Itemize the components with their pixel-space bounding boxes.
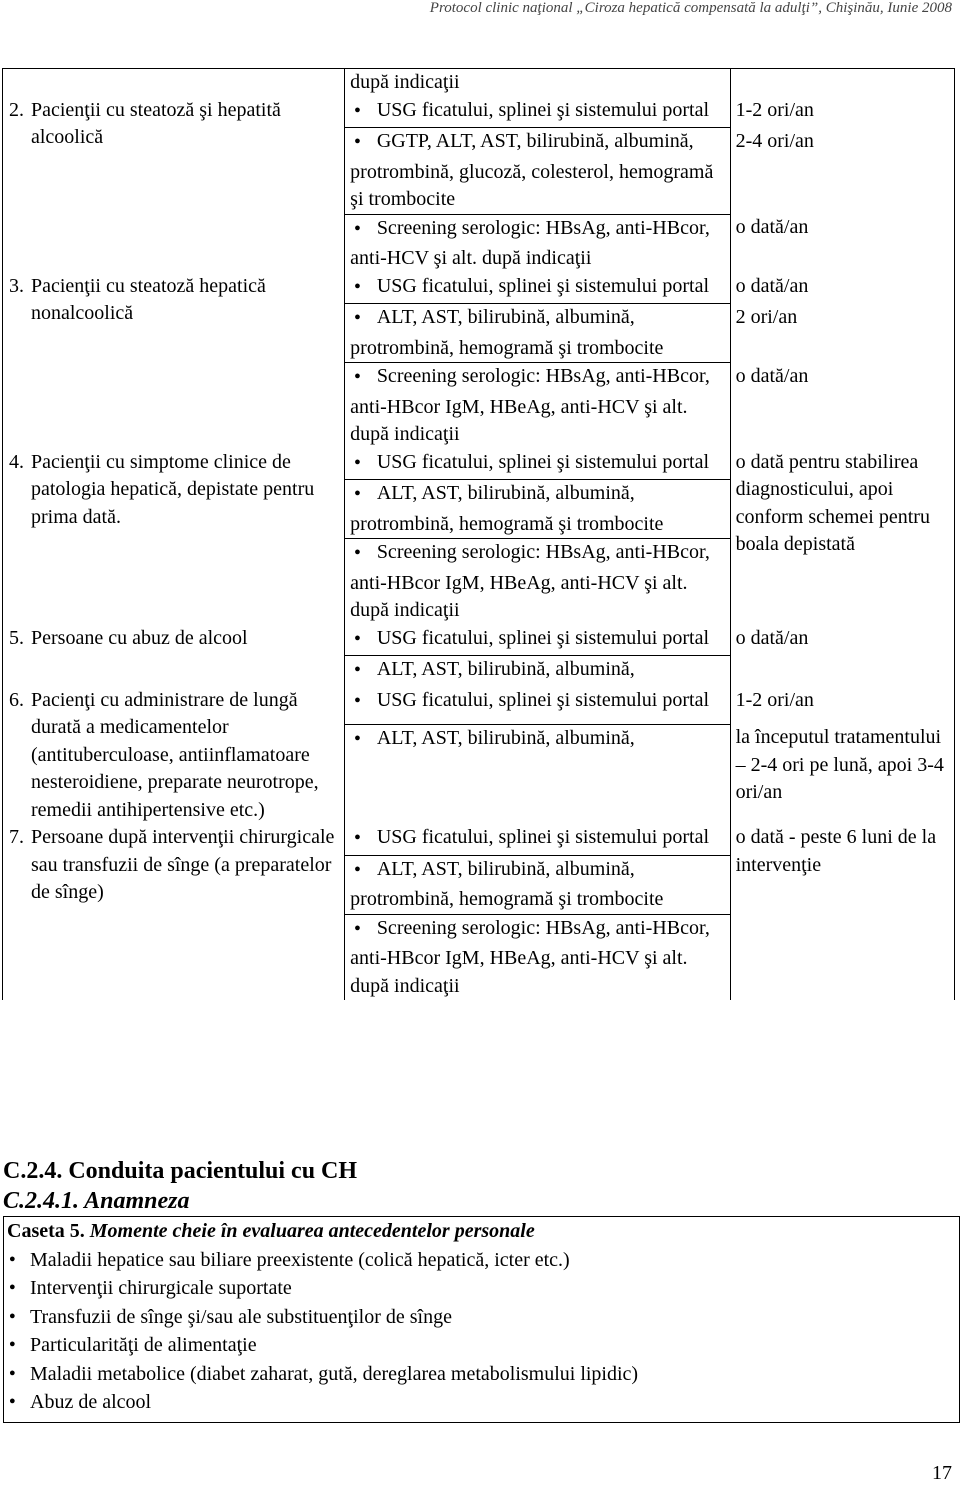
investigation-text: după indicaţii (350, 71, 460, 93)
investigation-cell (345, 273, 730, 304)
table-row (3, 625, 955, 656)
frequency-cell: o dată/an (730, 214, 954, 273)
frequency-cell: o dată pentru stabilirea diagnosticului, apoi conform schemei pentru boala depistată (730, 449, 954, 625)
investigation-cell (345, 304, 730, 363)
investigation-text: ● ALT, AST, bilirubină, albumină, protrombină, hemogramă şi trombocite (350, 858, 663, 911)
caseta-list (4, 1246, 959, 1417)
caseta-item: ● Transfuzii de sînge şi/sau ale substituenţilor de sînge (4, 1303, 959, 1332)
investigation-cell (345, 449, 730, 480)
page-number: 17 (932, 1462, 952, 1484)
row-number: 2. (9, 98, 24, 121)
investigation-text: ● Screening serologic: HBsAg, anti-HBcor, anti-HBcor IgM, HBeAg, anti-HCV şi alt. după indicaţii (350, 365, 710, 445)
investigation-text: ● USG ficatului, splinei şi sistemului portal (350, 826, 709, 848)
category-text: Pacienţii cu simptome clinice de patologia hepatică, depistate pentru prima dată. (31, 450, 315, 528)
frequency-cell: 2 ori/an (730, 304, 954, 363)
investigation-cell (345, 724, 730, 824)
category-cell (3, 69, 345, 97)
investigation-cell (345, 914, 730, 1000)
investigation-cell (345, 824, 730, 855)
row-number: 6. (9, 688, 24, 711)
frequency-cell: 2-4 ori/an (730, 128, 954, 215)
caseta-item: ● Abuz de alcool (4, 1388, 959, 1417)
caseta-item: ● Particularităţi de alimentaţie (4, 1331, 959, 1360)
running-header: Protocol clinic naţional „Ciroza hepatică compensată la adulţi”, Chişinău, Iunie 2008 (429, 0, 952, 16)
frequency-cell: la începutul tratamentului – 2-4 ori pe lună, apoi 3-4 ori/an (730, 724, 954, 824)
subsection-title: C.2.4.1. Anamneza (3, 1188, 190, 1214)
category-cell (3, 625, 345, 687)
investigation-text: ● USG ficatului, splinei şi sistemului portal (350, 99, 709, 121)
row-number: 3. (9, 274, 24, 297)
investigation-cell (345, 687, 730, 725)
frequency-cell: o dată/an (730, 273, 954, 304)
caseta-title (4, 1217, 959, 1246)
frequency-cell (730, 69, 954, 97)
investigation-text: ● USG ficatului, splinei şi sistemului portal (350, 275, 709, 297)
investigation-text: ● Screening serologic: HBsAg, anti-HBcor, anti-HBcor IgM, HBeAg, anti-HCV şi alt. după indicaţii (350, 917, 710, 997)
table-row (3, 97, 955, 128)
investigation-cell (345, 480, 730, 539)
investigation-text: ● USG ficatului, splinei şi sistemului portal (350, 451, 709, 473)
caseta-item: ● Intervenţii chirurgicale suportate (4, 1274, 959, 1303)
category-text: Pacienţi cu administrare de lungă durată a medicamentelor (antituberculoase, antiinflamatoare nesteroidiene, preparate neurotrope, remedii antihipertensive etc.) (31, 688, 319, 821)
investigation-text: ● ALT, AST, bilirubină, albumină, protrombină, hemogramă şi trombocite (350, 482, 663, 535)
row-number: 7. (9, 826, 24, 848)
investigation-cell (345, 214, 730, 273)
investigation-cell (345, 855, 730, 914)
investigation-text: ● ALT, AST, bilirubină, albumină, protrombină, hemogramă şi trombocite (350, 306, 663, 359)
frequency-cell: 1-2 ori/an (730, 97, 954, 128)
investigation-cell (345, 363, 730, 449)
frequency-cell: o dată - peste 6 luni de la intervenţie (730, 824, 954, 1000)
investigation-text: ● GGTP, ALT, AST, bilirubină, albumină, protrombină, glucoză, colesterol, hemogramă şi trombocite (350, 130, 713, 210)
investigation-text: ● ALT, AST, bilirubină, albumină, (350, 727, 635, 749)
caseta-item: ● Maladii metabolice (diabet zaharat, gută, dereglarea metabolismului lipidic) (4, 1360, 959, 1389)
category-cell (3, 97, 345, 273)
investigation-text: ● Screening serologic: HBsAg, anti-HBcor, anti-HBcor IgM, HBeAg, anti-HCV şi alt. după indicaţii (350, 541, 710, 621)
investigation-cell (345, 69, 730, 97)
investigation-text: ● USG ficatului, splinei şi sistemului portal (350, 689, 709, 711)
monitoring-table (2, 68, 955, 1000)
frequency-cell: o dată/an (730, 625, 954, 687)
investigation-cell (345, 625, 730, 656)
table-row (3, 449, 955, 480)
caseta-item: ● Maladii hepatice sau biliare preexistente (colică hepatică, icter etc.) (4, 1246, 959, 1275)
category-text: Persoane după intervenţii chirurgicale sau transfuzii de sînge (a preparatelor de sînge) (31, 826, 335, 903)
table-row (3, 687, 955, 725)
investigation-text: ● USG ficatului, splinei şi sistemului portal (350, 627, 709, 649)
category-text: Pacienţii cu steatoză şi hepatită alcoolică (31, 98, 281, 148)
investigation-cell (345, 656, 730, 687)
frequency-cell: o dată/an (730, 363, 954, 449)
category-cell (3, 449, 345, 625)
frequency-cell: 1-2 ori/an (730, 687, 954, 725)
row-number: 5. (9, 626, 24, 649)
investigation-cell (345, 97, 730, 128)
table-row (3, 273, 955, 304)
table-row (3, 824, 955, 855)
category-cell (3, 273, 345, 449)
category-cell (3, 687, 345, 825)
investigation-cell (345, 539, 730, 625)
section-title: C.2.4. Conduita pacientului cu CH (3, 1158, 358, 1184)
investigation-cell (345, 128, 730, 215)
investigation-text: ● Screening serologic: HBsAg, anti-HBcor, anti-HCV şi alt. după indicaţii (350, 217, 710, 270)
investigation-text: ● ALT, AST, bilirubină, albumină, (350, 658, 635, 680)
table-row (3, 69, 955, 97)
category-cell (3, 824, 345, 1000)
row-number: 4. (9, 450, 24, 473)
category-text: Persoane cu abuz de alcool (31, 626, 248, 649)
category-text: Pacienţii cu steatoză hepatică nonalcoolică (31, 274, 266, 324)
caseta-heading: Momente cheie în evaluarea antecedentelor personale (89, 1220, 535, 1242)
caseta-box (3, 1216, 960, 1423)
caseta-label: Caseta 5. (7, 1220, 85, 1242)
